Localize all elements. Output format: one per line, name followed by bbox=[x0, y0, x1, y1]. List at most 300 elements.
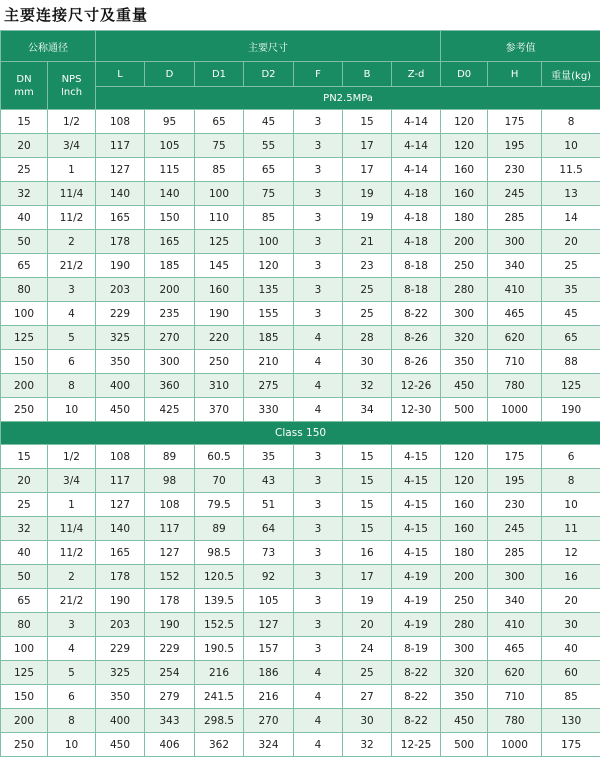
table-cell: 620 bbox=[488, 326, 542, 350]
table-cell: 4 bbox=[294, 685, 343, 709]
table-cell: 135 bbox=[244, 278, 294, 302]
page-title: 主要连接尺寸及重量 bbox=[4, 4, 148, 25]
table-cell: 190 bbox=[195, 302, 244, 326]
table-cell: 152.5 bbox=[195, 613, 244, 637]
table-cell: 165 bbox=[96, 541, 145, 565]
table-cell: 4-19 bbox=[392, 613, 441, 637]
table-cell: 3 bbox=[294, 302, 343, 326]
table-row bbox=[1, 374, 600, 398]
table-cell: 230 bbox=[488, 158, 542, 182]
table-cell: 3 bbox=[294, 469, 343, 493]
table-cell: 32 bbox=[343, 374, 392, 398]
table-cell: 16 bbox=[542, 565, 600, 589]
table-cell: 70 bbox=[195, 469, 244, 493]
table-cell: 324 bbox=[244, 733, 294, 757]
table-body bbox=[1, 110, 600, 757]
table-cell: 3/4 bbox=[48, 469, 96, 493]
table-cell: 710 bbox=[488, 685, 542, 709]
header-main-dimensions: 主要尺寸 bbox=[96, 31, 441, 62]
table-cell: 65 bbox=[244, 158, 294, 182]
table-cell: 3 bbox=[294, 541, 343, 565]
table-cell: 32 bbox=[1, 517, 48, 541]
table-cell: 220 bbox=[195, 326, 244, 350]
table-cell: 4 bbox=[294, 350, 343, 374]
table-cell: 12-30 bbox=[392, 398, 441, 422]
table-cell: 23 bbox=[343, 254, 392, 278]
table-cell: 245 bbox=[488, 182, 542, 206]
table-row bbox=[1, 565, 600, 589]
table-cell: 280 bbox=[441, 278, 488, 302]
table-cell: 200 bbox=[1, 374, 48, 398]
table-cell: 12 bbox=[542, 541, 600, 565]
table-cell: 465 bbox=[488, 302, 542, 326]
table-cell: 350 bbox=[441, 350, 488, 374]
table-cell: 25 bbox=[542, 254, 600, 278]
table-cell: 279 bbox=[145, 685, 195, 709]
table-cell: 127 bbox=[96, 493, 145, 517]
table-cell: 4-15 bbox=[392, 469, 441, 493]
table-cell: 270 bbox=[244, 709, 294, 733]
table-cell: 285 bbox=[488, 541, 542, 565]
table-row bbox=[1, 637, 600, 661]
table-cell: 55 bbox=[244, 134, 294, 158]
table-cell: 1000 bbox=[488, 398, 542, 422]
table-cell: 8-22 bbox=[392, 661, 441, 685]
table-cell: 4-19 bbox=[392, 589, 441, 613]
table-cell: 88 bbox=[542, 350, 600, 374]
table-cell: 43 bbox=[244, 469, 294, 493]
table-cell: 8 bbox=[48, 709, 96, 733]
table-cell: 4-18 bbox=[392, 230, 441, 254]
table-cell: 5 bbox=[48, 661, 96, 685]
table-cell: 3 bbox=[294, 278, 343, 302]
header-col-f: F bbox=[294, 62, 343, 87]
table-cell: 178 bbox=[145, 589, 195, 613]
header-col-zd: Z-d bbox=[392, 62, 441, 87]
table-cell: 4 bbox=[294, 733, 343, 757]
table-row bbox=[1, 182, 600, 206]
table-cell: 160 bbox=[441, 493, 488, 517]
table-cell: 298.5 bbox=[195, 709, 244, 733]
table-cell: 4-19 bbox=[392, 565, 441, 589]
table-cell: 30 bbox=[343, 350, 392, 374]
section-row bbox=[1, 422, 600, 445]
table-cell: 100 bbox=[1, 637, 48, 661]
table-cell: 229 bbox=[145, 637, 195, 661]
header-col-weight: 重量(kg) bbox=[542, 62, 600, 87]
table-cell: 34 bbox=[343, 398, 392, 422]
table-cell: 280 bbox=[441, 613, 488, 637]
table-cell: 17 bbox=[343, 134, 392, 158]
table-cell: 4-18 bbox=[392, 206, 441, 230]
table-cell: 10 bbox=[48, 398, 96, 422]
table-cell: 320 bbox=[441, 326, 488, 350]
table-cell: 15 bbox=[1, 445, 48, 469]
table-cell: 89 bbox=[145, 445, 195, 469]
table-cell: 300 bbox=[441, 302, 488, 326]
table-cell: 20 bbox=[542, 230, 600, 254]
table-cell: 6 bbox=[542, 445, 600, 469]
table-row bbox=[1, 709, 600, 733]
table-cell: 12-26 bbox=[392, 374, 441, 398]
table-cell: 3 bbox=[294, 565, 343, 589]
table-cell: 160 bbox=[195, 278, 244, 302]
table-cell: 340 bbox=[488, 254, 542, 278]
table-cell: 35 bbox=[244, 445, 294, 469]
table-row bbox=[1, 493, 600, 517]
table-cell: 8-26 bbox=[392, 350, 441, 374]
table-cell: 425 bbox=[145, 398, 195, 422]
table-row bbox=[1, 685, 600, 709]
table-cell: 343 bbox=[145, 709, 195, 733]
table-cell: 3 bbox=[48, 613, 96, 637]
table-cell: 330 bbox=[244, 398, 294, 422]
table-cell: 15 bbox=[343, 445, 392, 469]
table-cell: 125 bbox=[542, 374, 600, 398]
table-cell: 3 bbox=[294, 206, 343, 230]
table-cell: 79.5 bbox=[195, 493, 244, 517]
table-cell: 195 bbox=[488, 469, 542, 493]
table-cell: 5 bbox=[48, 326, 96, 350]
table-cell: 620 bbox=[488, 661, 542, 685]
table-cell: 185 bbox=[145, 254, 195, 278]
table-cell: 200 bbox=[441, 230, 488, 254]
table-cell: 3 bbox=[294, 493, 343, 517]
table-cell: 40 bbox=[1, 541, 48, 565]
table-cell: 300 bbox=[145, 350, 195, 374]
table-cell: 73 bbox=[244, 541, 294, 565]
table-row bbox=[1, 302, 600, 326]
table-cell: 178 bbox=[96, 230, 145, 254]
table-cell: 254 bbox=[145, 661, 195, 685]
table-cell: 350 bbox=[96, 685, 145, 709]
table-row bbox=[1, 326, 600, 350]
table-cell: 160 bbox=[441, 158, 488, 182]
table-cell: 15 bbox=[343, 110, 392, 134]
table-cell: 300 bbox=[441, 637, 488, 661]
table-cell: 32 bbox=[1, 182, 48, 206]
table-cell: 180 bbox=[441, 541, 488, 565]
table-cell: 230 bbox=[488, 493, 542, 517]
table-cell: 115 bbox=[145, 158, 195, 182]
table-cell: 64 bbox=[244, 517, 294, 541]
table-cell: 780 bbox=[488, 709, 542, 733]
table-cell: 165 bbox=[96, 206, 145, 230]
table-cell: 4 bbox=[294, 398, 343, 422]
header-col-d: D bbox=[145, 62, 195, 87]
table-cell: 110 bbox=[195, 206, 244, 230]
table-row bbox=[1, 110, 600, 134]
table-cell: 3 bbox=[294, 445, 343, 469]
table-cell: 8-19 bbox=[392, 637, 441, 661]
table-cell: 125 bbox=[1, 661, 48, 685]
table-cell: 175 bbox=[542, 733, 600, 757]
table-cell: 85 bbox=[244, 206, 294, 230]
table-cell: 300 bbox=[488, 230, 542, 254]
table-cell: 3 bbox=[48, 278, 96, 302]
table-cell: 11/4 bbox=[48, 182, 96, 206]
table-cell: 8-22 bbox=[392, 709, 441, 733]
table-cell: 410 bbox=[488, 278, 542, 302]
table-cell: 145 bbox=[195, 254, 244, 278]
table-cell: 120 bbox=[244, 254, 294, 278]
table-cell: 3 bbox=[294, 589, 343, 613]
header-col-d2: D2 bbox=[244, 62, 294, 87]
table-cell: 4 bbox=[294, 326, 343, 350]
table-cell: 21/2 bbox=[48, 589, 96, 613]
table-cell: 3 bbox=[294, 182, 343, 206]
table-cell: 105 bbox=[145, 134, 195, 158]
table-cell: 229 bbox=[96, 302, 145, 326]
table-cell: 410 bbox=[488, 613, 542, 637]
table-cell: 6 bbox=[48, 350, 96, 374]
table-cell: 8 bbox=[542, 469, 600, 493]
table-cell: 98.5 bbox=[195, 541, 244, 565]
table-cell: 85 bbox=[542, 685, 600, 709]
table-cell: 25 bbox=[343, 302, 392, 326]
table-cell: 75 bbox=[195, 134, 244, 158]
table-cell: 20 bbox=[1, 134, 48, 158]
header-col-b: B bbox=[343, 62, 392, 87]
table-cell: 65 bbox=[1, 589, 48, 613]
table-cell: 250 bbox=[441, 254, 488, 278]
header-col-l: L bbox=[96, 62, 145, 87]
table-cell: 51 bbox=[244, 493, 294, 517]
table-cell: 8-22 bbox=[392, 302, 441, 326]
table-cell: 89 bbox=[195, 517, 244, 541]
table-row bbox=[1, 278, 600, 302]
table-cell: 117 bbox=[96, 469, 145, 493]
table-cell: 2 bbox=[48, 565, 96, 589]
table-cell: 20 bbox=[1, 469, 48, 493]
table-cell: 3/4 bbox=[48, 134, 96, 158]
table-cell: 20 bbox=[343, 613, 392, 637]
table-cell: 155 bbox=[244, 302, 294, 326]
header-dn-label: DN mm bbox=[14, 74, 33, 98]
table-cell: 11/4 bbox=[48, 517, 96, 541]
table-cell: 780 bbox=[488, 374, 542, 398]
table-cell: 406 bbox=[145, 733, 195, 757]
table-cell: 160 bbox=[441, 517, 488, 541]
table-cell: 370 bbox=[195, 398, 244, 422]
table-cell: 500 bbox=[441, 733, 488, 757]
table-cell: 216 bbox=[195, 661, 244, 685]
table-cell: 360 bbox=[145, 374, 195, 398]
table-cell: 203 bbox=[96, 613, 145, 637]
table-row bbox=[1, 733, 600, 757]
table-cell: 195 bbox=[488, 134, 542, 158]
table-cell: 8-26 bbox=[392, 326, 441, 350]
table-cell: 150 bbox=[145, 206, 195, 230]
table-cell: 127 bbox=[96, 158, 145, 182]
table-cell: 450 bbox=[96, 733, 145, 757]
table-cell: 65 bbox=[1, 254, 48, 278]
table-cell: 157 bbox=[244, 637, 294, 661]
table-cell: 17 bbox=[343, 565, 392, 589]
table-cell: 21/2 bbox=[48, 254, 96, 278]
table-cell: 92 bbox=[244, 565, 294, 589]
section-label-pn25: PN2.5MPa bbox=[96, 87, 600, 110]
table-row bbox=[1, 158, 600, 182]
table-cell: 50 bbox=[1, 230, 48, 254]
table-cell: 120 bbox=[441, 110, 488, 134]
table-cell: 127 bbox=[145, 541, 195, 565]
table-cell: 40 bbox=[1, 206, 48, 230]
table-cell: 3 bbox=[294, 134, 343, 158]
table-cell: 19 bbox=[343, 589, 392, 613]
table-cell: 4 bbox=[48, 302, 96, 326]
table-row bbox=[1, 134, 600, 158]
table-row bbox=[1, 661, 600, 685]
header-col-d1: D1 bbox=[195, 62, 244, 87]
table-cell: 15 bbox=[343, 493, 392, 517]
table-cell: 4-14 bbox=[392, 158, 441, 182]
table-cell: 465 bbox=[488, 637, 542, 661]
table-row bbox=[1, 541, 600, 565]
table-row bbox=[1, 445, 600, 469]
header-nps bbox=[48, 62, 96, 110]
table-cell: 11/2 bbox=[48, 541, 96, 565]
table-cell: 24 bbox=[343, 637, 392, 661]
table-cell: 190 bbox=[145, 613, 195, 637]
table-cell: 400 bbox=[96, 374, 145, 398]
table-cell: 10 bbox=[542, 134, 600, 158]
table-cell: 200 bbox=[1, 709, 48, 733]
section-label: Class 150 bbox=[1, 422, 600, 445]
table-cell: 190 bbox=[542, 398, 600, 422]
table-cell: 15 bbox=[1, 110, 48, 134]
table-cell: 75 bbox=[244, 182, 294, 206]
table-cell: 35 bbox=[542, 278, 600, 302]
table-row bbox=[1, 254, 600, 278]
table-cell: 1/2 bbox=[48, 445, 96, 469]
table-cell: 6 bbox=[48, 685, 96, 709]
table-cell: 140 bbox=[96, 182, 145, 206]
table-cell: 80 bbox=[1, 613, 48, 637]
table-cell: 3 bbox=[294, 158, 343, 182]
table-cell: 17 bbox=[343, 158, 392, 182]
table-cell: 150 bbox=[1, 350, 48, 374]
table-cell: 175 bbox=[488, 445, 542, 469]
table-cell: 229 bbox=[96, 637, 145, 661]
table-cell: 350 bbox=[441, 685, 488, 709]
header-dn bbox=[1, 62, 48, 110]
table-cell: 32 bbox=[343, 733, 392, 757]
table-cell: 180 bbox=[441, 206, 488, 230]
table-cell: 8-18 bbox=[392, 254, 441, 278]
table-cell: 300 bbox=[488, 565, 542, 589]
table-cell: 250 bbox=[441, 589, 488, 613]
table-cell: 2 bbox=[48, 230, 96, 254]
table-cell: 30 bbox=[542, 613, 600, 637]
table-cell: 125 bbox=[195, 230, 244, 254]
table-cell: 19 bbox=[343, 182, 392, 206]
table-cell: 13 bbox=[542, 182, 600, 206]
table-row bbox=[1, 613, 600, 637]
table-cell: 285 bbox=[488, 206, 542, 230]
table-cell: 200 bbox=[441, 565, 488, 589]
table-cell: 65 bbox=[542, 326, 600, 350]
table-cell: 4-15 bbox=[392, 517, 441, 541]
header-reference-values: 参考值 bbox=[441, 31, 600, 62]
table-cell: 19 bbox=[343, 206, 392, 230]
table-cell: 100 bbox=[1, 302, 48, 326]
table-cell: 4 bbox=[294, 374, 343, 398]
table-cell: 3 bbox=[294, 517, 343, 541]
table-cell: 127 bbox=[244, 613, 294, 637]
table-cell: 45 bbox=[542, 302, 600, 326]
table-cell: 3 bbox=[294, 110, 343, 134]
table-row bbox=[1, 350, 600, 374]
table-cell: 100 bbox=[244, 230, 294, 254]
table-cell: 270 bbox=[145, 326, 195, 350]
table-cell: 8-18 bbox=[392, 278, 441, 302]
table-cell: 125 bbox=[1, 326, 48, 350]
table-cell: 185 bbox=[244, 326, 294, 350]
table-cell: 235 bbox=[145, 302, 195, 326]
table-cell: 241.5 bbox=[195, 685, 244, 709]
table-cell: 4 bbox=[294, 661, 343, 685]
table-cell: 190 bbox=[96, 254, 145, 278]
table-cell: 30 bbox=[343, 709, 392, 733]
table-cell: 65 bbox=[195, 110, 244, 134]
table-cell: 140 bbox=[96, 517, 145, 541]
table-cell: 10 bbox=[48, 733, 96, 757]
table-cell: 4 bbox=[294, 709, 343, 733]
table-cell: 130 bbox=[542, 709, 600, 733]
table-cell: 108 bbox=[96, 445, 145, 469]
table-cell: 165 bbox=[145, 230, 195, 254]
table-cell: 400 bbox=[96, 709, 145, 733]
table-cell: 8-22 bbox=[392, 685, 441, 709]
table-cell: 310 bbox=[195, 374, 244, 398]
table-cell: 40 bbox=[542, 637, 600, 661]
header-nominal-size: 公称通径 bbox=[1, 31, 96, 62]
table-cell: 190 bbox=[96, 589, 145, 613]
dimensions-table bbox=[0, 30, 600, 757]
table-cell: 60 bbox=[542, 661, 600, 685]
table-cell: 85 bbox=[195, 158, 244, 182]
table-cell: 120 bbox=[441, 134, 488, 158]
table-cell: 3 bbox=[294, 230, 343, 254]
table-cell: 108 bbox=[96, 110, 145, 134]
table-cell: 200 bbox=[145, 278, 195, 302]
table-cell: 186 bbox=[244, 661, 294, 685]
table-cell: 4 bbox=[48, 637, 96, 661]
table-cell: 50 bbox=[1, 565, 48, 589]
table-row bbox=[1, 398, 600, 422]
table-cell: 45 bbox=[244, 110, 294, 134]
table-cell: 16 bbox=[343, 541, 392, 565]
table-cell: 21 bbox=[343, 230, 392, 254]
table-cell: 11 bbox=[542, 517, 600, 541]
table-cell: 710 bbox=[488, 350, 542, 374]
table-cell: 250 bbox=[1, 733, 48, 757]
table-cell: 1/2 bbox=[48, 110, 96, 134]
table-row bbox=[1, 469, 600, 493]
table-cell: 175 bbox=[488, 110, 542, 134]
table-cell: 8 bbox=[48, 374, 96, 398]
table-cell: 120.5 bbox=[195, 565, 244, 589]
table-cell: 250 bbox=[1, 398, 48, 422]
table-cell: 500 bbox=[441, 398, 488, 422]
table-cell: 27 bbox=[343, 685, 392, 709]
table-cell: 20 bbox=[542, 589, 600, 613]
table-cell: 325 bbox=[96, 661, 145, 685]
table-cell: 120 bbox=[441, 469, 488, 493]
table-row bbox=[1, 206, 600, 230]
table-cell: 117 bbox=[145, 517, 195, 541]
